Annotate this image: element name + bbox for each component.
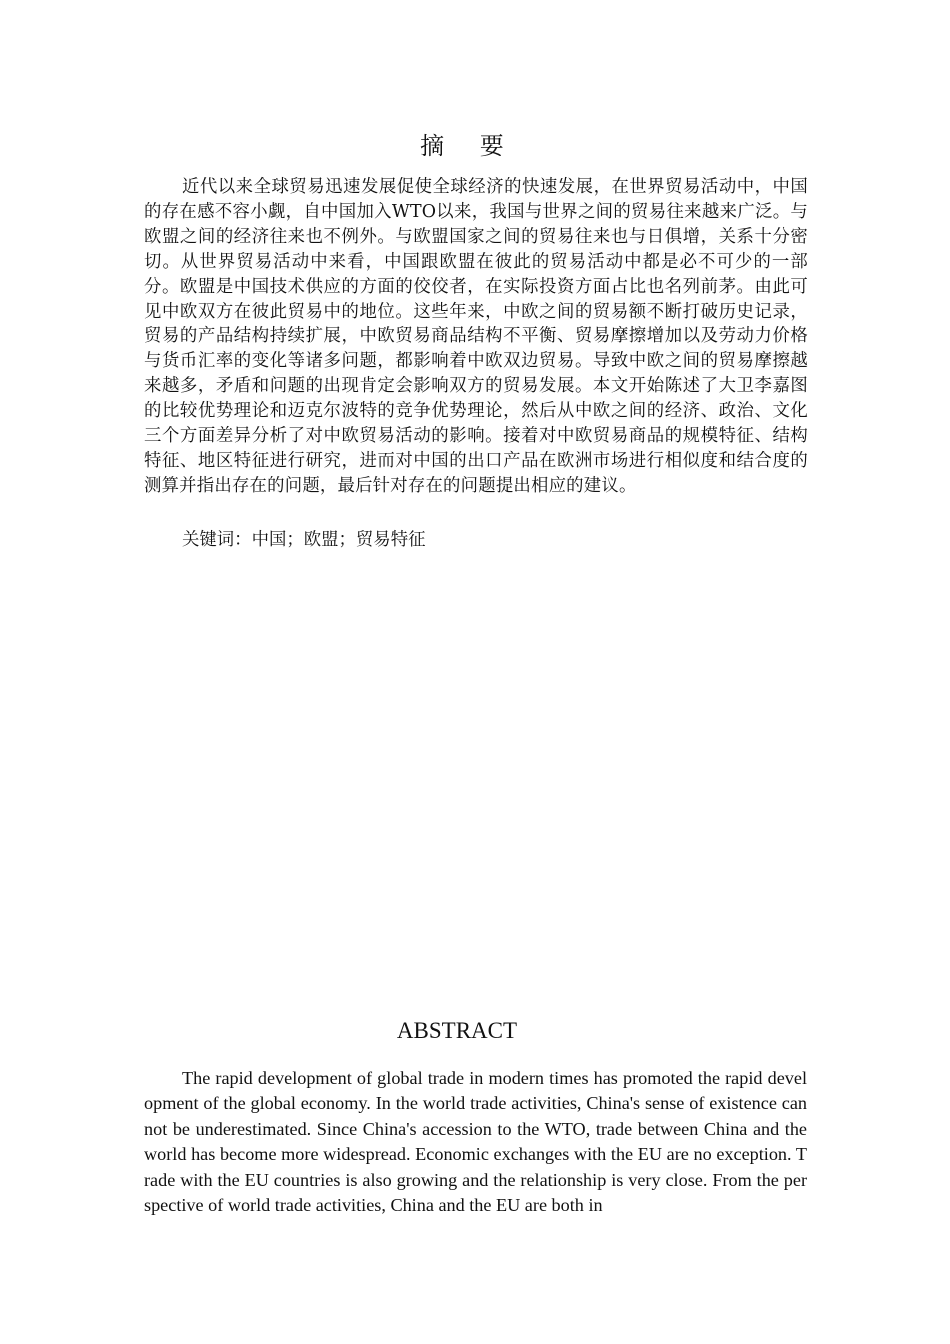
abstract-en-body: The rapid development of global trade in modern times has promoted the rapid development of the global economy. In the world trade activities, China's sense of existence cannot be underestimated. Since China's accession to the WTO, trade between China and the world has become more widespread. Economic exchanges with the EU are no exception. Trade with the EU countries is also growing and the relationship is very close. From the perspective of world trade activities, China and the EU are both in — [144, 1068, 807, 1216]
abstract-cn-body: 近代以来全球贸易迅速发展促使全球经济的快速发展，在世界贸易活动中，中国的存在感不容小觑，自中国加入WTO以来，我国与世界之间的贸易往来越来广泛。与欧盟之间的经济往来也不例外。与欧盟国家之间的贸易往来也与日俱增，关系十分密切。从世界贸易活动中来看，中国跟欧盟在彼此的贸易活动中都是必不可少的一部分。欧盟是中国技术供应的方面的佼佼者，在实际投资方面占比也名列前茅。由此可见中欧双方在彼此贸易中的地位。这些年来，中欧之间的贸易额不断打破历史记录，贸易的产品结构持续扩展，中欧贸易商品结构不平衡、贸易摩擦增加以及劳动力价格与货币汇率的变化等诸多问题，都影响着中欧双边贸易。导致中欧之间的贸易摩擦越来越多，矛盾和问题的出现肯定会影响双方的贸易发展。本文开始陈述了大卫李嘉图的比较优势理论和迈克尔波特的竞争优势理论，然后从中欧之间的经济、政治、文化三个方面差异分析了对中欧贸易活动的影响。接着对中欧贸易商品的规模特征、结构特征、地区特征进行研究，进而对中国的出口产品在欧洲市场进行相似度和结合度的测算并指出存在的问题，最后针对存在的问题提出相应的建议。 — [144, 177, 808, 496]
abstract-cn-title: 摘 要 — [420, 132, 518, 160]
abstract-en-title: ABSTRACT — [396, 1018, 518, 1043]
abstract-cn-keywords: 关键词：中国；欧盟；贸易特征 — [182, 530, 426, 550]
